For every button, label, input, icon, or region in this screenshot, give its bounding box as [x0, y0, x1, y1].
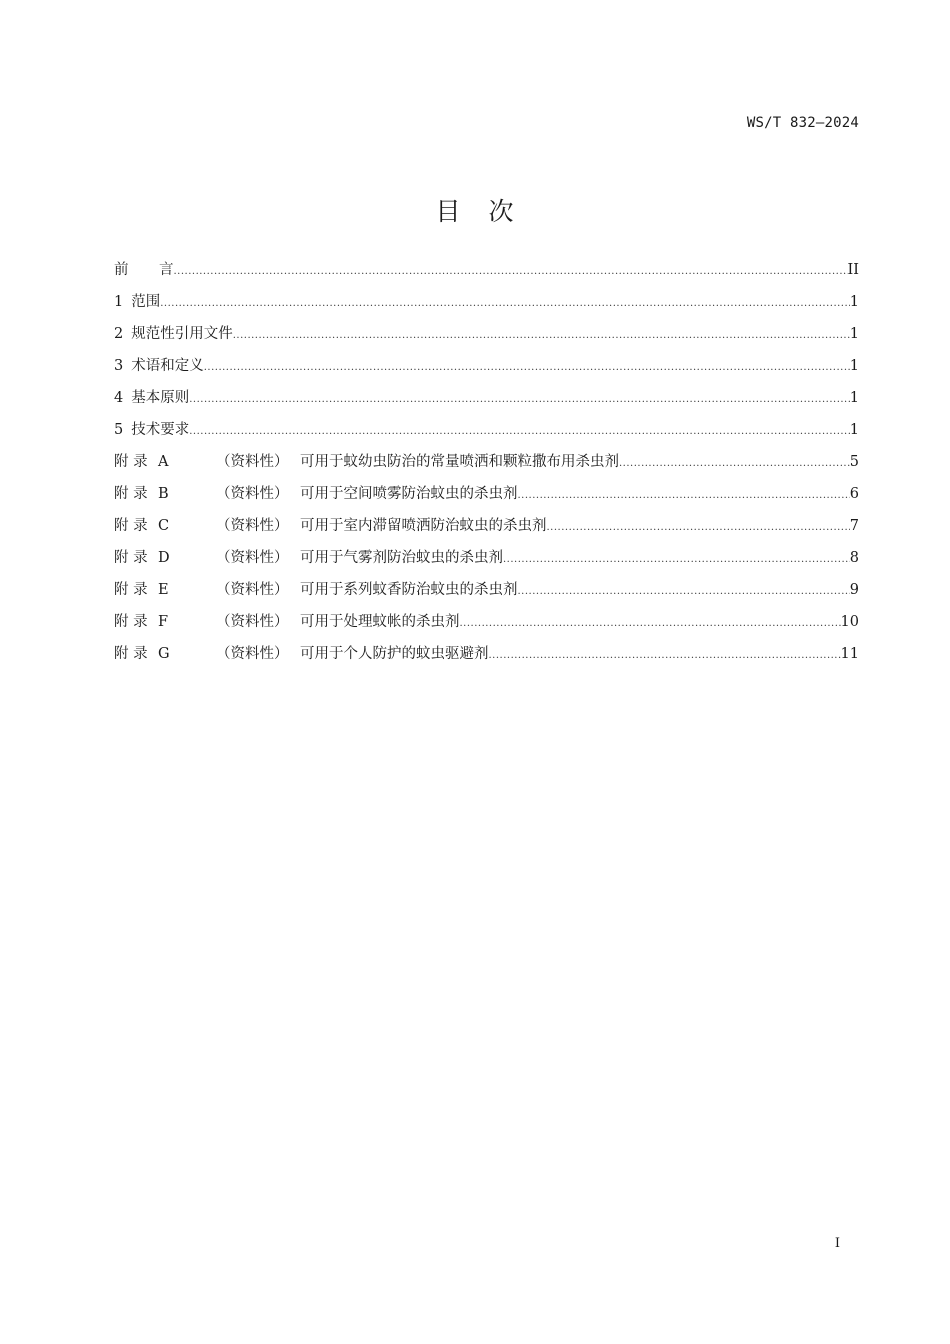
toc-entry-label: 4 基本原则 [114, 390, 190, 406]
toc-entry-section[interactable] [114, 322, 859, 354]
toc-entry-appendix-d[interactable] [114, 546, 859, 578]
title-part-1: 目 [435, 197, 462, 226]
toc-page-number: 5 [849, 454, 859, 470]
toc-entry-label: 5 技术要求 [114, 422, 190, 438]
title-part-2: 次 [488, 197, 515, 226]
toc-page-number: 9 [849, 582, 859, 598]
toc-entry-label: 2 规范性引用文件 [114, 326, 233, 342]
toc-entry-foreword[interactable] [114, 258, 859, 290]
toc-leader-dots [518, 490, 850, 501]
toc-page-number: 8 [849, 550, 859, 566]
toc-leader-dots [460, 618, 841, 629]
table-of-contents [114, 258, 859, 674]
toc-leader-dots [160, 298, 850, 309]
toc-page-number: 7 [849, 518, 859, 534]
toc-entry-label: 附 录 B （资料性） 可用于空间喷雾防治蚊虫的杀虫剂 [114, 486, 518, 502]
toc-entry-appendix-e[interactable] [114, 578, 859, 610]
toc-page-number: 1 [849, 358, 859, 374]
toc-entry-label: 3 术语和定义 [114, 358, 204, 374]
toc-page-number: 1 [849, 294, 859, 310]
toc-entry-label: 附 录 D （资料性） 可用于气雾剂防治蚊虫的杀虫剂 [114, 550, 503, 566]
toc-entry-label: 附 录 G （资料性） 可用于个人防护的蚊虫驱避剂 [114, 646, 489, 662]
toc-entry-label: 附 录 E （资料性） 可用于系列蚊香防治蚊虫的杀虫剂 [114, 582, 518, 598]
toc-entry-label: 1 范围 [114, 294, 161, 310]
toc-page-number: 1 [849, 326, 859, 342]
toc-leader-dots [204, 362, 850, 373]
toc-page-number: 1 [849, 422, 859, 438]
standard-number: WS/T 832—2024 [746, 115, 859, 131]
toc-page-number: 1 [849, 390, 859, 406]
toc-page-number: 10 [840, 614, 859, 630]
toc-entry-label: 附 录 A （资料性） 可用于蚊幼虫防治的常量喷洒和颗粒撒布用杀虫剂 [114, 454, 619, 470]
toc-leader-dots [503, 554, 850, 565]
toc-leader-dots [619, 458, 850, 469]
toc-leader-dots [489, 650, 841, 661]
toc-entry-appendix-f[interactable] [114, 610, 859, 642]
toc-page-number: II [847, 262, 859, 278]
toc-entry-appendix-g[interactable] [114, 642, 859, 674]
toc-entry-appendix-c[interactable] [114, 514, 859, 546]
toc-entry-appendix-a[interactable] [114, 450, 859, 482]
toc-entry-label: 附 录 C （资料性） 可用于室内滞留喷洒防治蚊虫的杀虫剂 [114, 518, 547, 534]
toc-leader-dots [189, 426, 850, 437]
toc-entry-section[interactable] [114, 354, 859, 386]
page-title [0, 192, 950, 228]
toc-entry-section[interactable] [114, 418, 859, 450]
toc-page-number: 6 [849, 486, 859, 502]
toc-entry-appendix-b[interactable] [114, 482, 859, 514]
page-number: I [834, 1236, 840, 1251]
toc-page-number: 11 [840, 646, 859, 662]
toc-leader-dots [547, 522, 850, 533]
toc-entry-label: 前 言 [114, 262, 174, 278]
toc-leader-dots [518, 586, 850, 597]
toc-leader-dots [174, 266, 848, 277]
toc-entry-section[interactable] [114, 386, 859, 418]
toc-entry-section[interactable] [114, 290, 859, 322]
toc-entry-label: 附 录 F （资料性） 可用于处理蚊帐的杀虫剂 [114, 614, 460, 630]
toc-leader-dots [233, 330, 850, 341]
toc-leader-dots [189, 394, 850, 405]
